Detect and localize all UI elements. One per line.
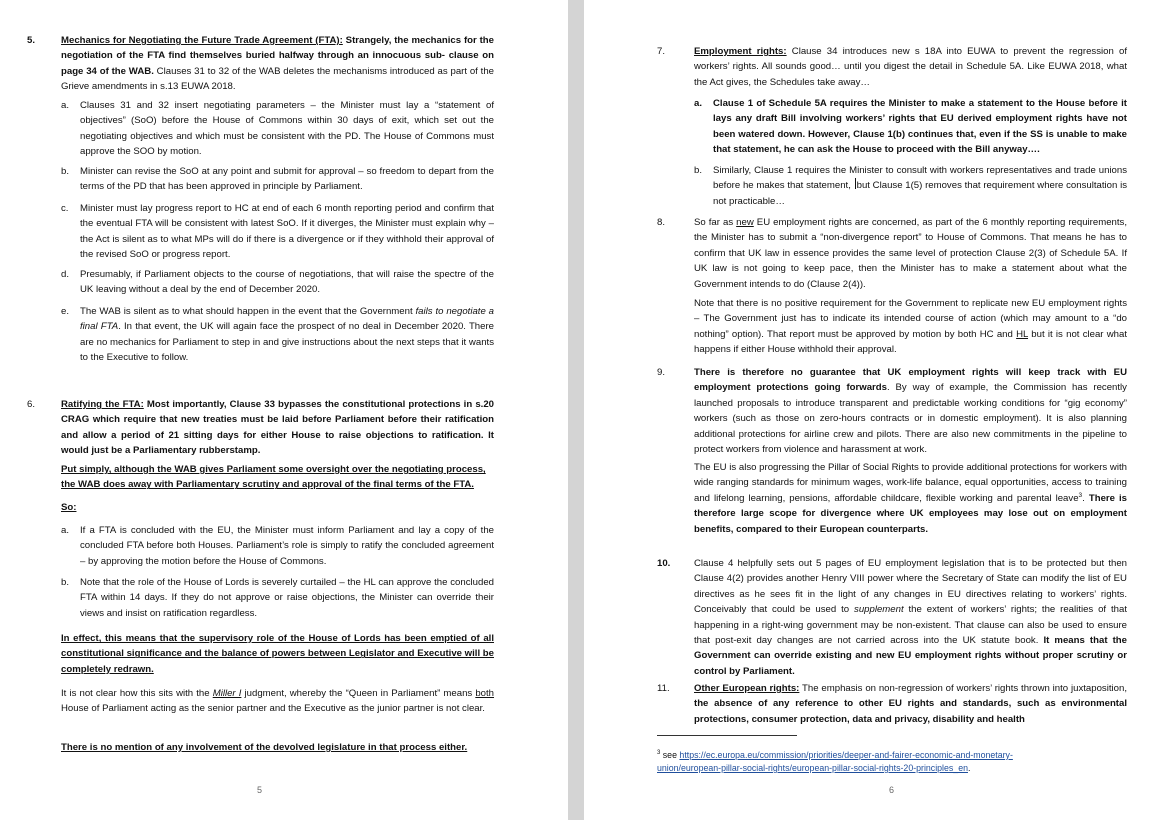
effect-statement: In effect, this means that the supervisory role of the House of Lords has been emptied of all constitutional significance and the balance of powers between Legislator and Executive will be completely redrawn.	[61, 633, 494, 675]
text-underlined: both	[475, 688, 495, 699]
text-cursor	[855, 178, 856, 189]
paragraph-number-11: 11.	[657, 683, 670, 694]
footnote-mark: 3	[657, 750, 661, 756]
heading-ratifying-fta: Ratifying the FTA:	[61, 399, 144, 410]
page-number-6: 6	[889, 785, 895, 795]
paragraph-8-note	[694, 296, 1127, 358]
paragraph-7	[694, 44, 1127, 90]
paragraph-10	[694, 556, 1127, 679]
list-text: If a FTA is concluded with the EU, the Minister must inform Parliament and lay a copy of the concluded FTA before both Houses. Parliament’s role is simply to ratify the concluded agreement – by approving the motion before the House of Commons.	[80, 525, 494, 567]
footnote-separator	[657, 735, 797, 736]
text: .	[1082, 492, 1089, 504]
page-gutter	[568, 0, 584, 820]
list-label: d.	[61, 269, 70, 280]
list-item-5c	[61, 201, 494, 263]
text: So far as	[694, 217, 737, 228]
text: but it is not clear what happens if either House withhold their approval.	[694, 328, 1128, 356]
paragraph-5-rest: Clauses 31 to 32 of the WAB deletes the mechanisms introduced as part of the Grieve amendments in s.13 EUWA 2018.	[61, 65, 494, 93]
heading-other-european-rights: Other European rights:	[694, 683, 800, 694]
page-number-5: 5	[257, 785, 263, 795]
footnote-ref-3[interactable]: 3	[1078, 491, 1083, 499]
text: .	[967, 762, 971, 773]
miller-paragraph	[61, 686, 494, 717]
list-text: Minister can revise the SoO at any point and submit for approval – so freedom to depart from the terms of the PD that has been approved in principle by Parliament.	[80, 166, 494, 193]
list-text: Clause 1 of Schedule 5A requires the Minister to make a statement to the House before it lays any draft Bill involving workers’ rights that EU derived employment rights have not been watered down. However, Clause 1(b) continues that, even if the SS is unable to make that statement, he can ask the House to proceed with the Bill anyway….	[713, 98, 1127, 156]
list-text: but Clause 1(5) removes that requirement where consultation is not practicable…	[713, 180, 1127, 207]
list-item-5e	[61, 304, 495, 366]
paragraph-number-6: 6.	[27, 399, 36, 410]
heading-employment-rights: Employment rights:	[694, 46, 787, 57]
list-label: e.	[61, 306, 70, 317]
text: the extent of workers’ rights; the realities of that happening in a right-wing government may be non-existent. That clause can also be used to ensure that post-exit day changes are not carried across into the UK statute book.	[694, 604, 1127, 647]
footnote-3	[657, 747, 1127, 775]
footnote-link[interactable]: https://ec.europa.eu/commission/priorities/deeper-and-fairer-economic-and-monetary-	[679, 749, 1013, 760]
paragraph-number-5: 5.	[27, 35, 36, 46]
miller-case-reference: Miller I	[212, 688, 242, 699]
list-item-7b	[694, 163, 1127, 209]
text: see	[660, 749, 680, 760]
text: EU employment rights are concerned, as part of the 6 monthly reporting requirements, the Minister has to submit a “non-divergence report” to House of Commons. That means he has to confirm that UK law in essence provides the same level of protection Clause 2(3) of Schedule 5A. If UK law is not going to keep pace, then the Minister has to make a statement about what the Government intends to do (Clause 2(4)).	[694, 217, 1127, 290]
paragraph-5-lead: Strangely, the mechanics for the negotiation of the FTA find themselves buried halfway through an innocuous sub- clause on page 34 of the WAB.	[61, 35, 494, 77]
text: Clause 34 introduces new s 18A into EUWA to prevent the regression of workers’ rights. All sounds good… until you digest the detail in Schedule 5A. Like EUWA 2018, what the Act gives, the Schedules take away…	[694, 46, 1127, 88]
list-text: Presumably, if Parliament objects to the course of negotiations, that will raise the spectre of the UK leaving without a deal by the end of December 2020.	[80, 269, 494, 296]
list-text: Minister must lay progress report to HC at end of each 6 month reporting period and confirm that the eventual FTA will be consistent with latest SoO. If it diverges, the Minister must explain why – the Act is silent as to what MPs will do if there is a divergence or if they withhold their approval of the revised SoO or progress report.	[80, 203, 494, 261]
paragraph-9-pillar	[694, 460, 1127, 537]
list-text: Clauses 31 and 32 insert negotiating parameters – the Minister must lay a “statement of objectives” (SoO) before the House of Commons within 30 days of exit, which set out the negotiating objectives and which must be consistent with the PD. The House of Commons must approve the SOO by motion.	[80, 100, 494, 158]
text: The emphasis on non-regression of workers’ rights thrown into juxtaposition,	[799, 683, 1127, 694]
list-item-6b	[61, 575, 494, 621]
list-label: a.	[61, 525, 70, 536]
paragraph-number-9: 9.	[657, 367, 666, 378]
list-label: a.	[694, 98, 703, 109]
list-label: c.	[61, 203, 69, 214]
text-bold: There is therefore no guarantee that UK employment rights will keep track with EU employment protections going forwards	[694, 367, 1127, 394]
devolved-statement: There is no mention of any involvement of the devolved legislature in that process either.	[61, 742, 468, 753]
footnote-link-continued[interactable]: union/european-pillar-social-rights/european-pillar-social-rights-20-principles_en	[657, 762, 968, 773]
paragraph-6-lead: Most importantly, Clause 33 bypasses the constitutional protections in s.20 CRAG which require that new treaties must be laid before Parliament before their ratification and allow a period of 21 sitting days for either House to raise objections to ratification. It would just be a Parliamentary rubberstamp.	[61, 399, 494, 457]
paragraph-6-intro	[61, 397, 494, 459]
list-label: b.	[694, 165, 703, 176]
list-item-5d	[61, 267, 494, 298]
text: The EU is also progressing the Pillar of Social Rights to provide additional protections for workers with wide ranging standards for minimum wages, work-life balance, equal opportunities, access to training and lifelong learning, pensions, affordable childcare, flexible working and parental leave	[694, 462, 1127, 504]
paragraph-8	[694, 215, 1127, 292]
list-text: The WAB is silent as to what should happen in the event that the Government	[80, 306, 416, 317]
document-page-6	[584, 0, 1166, 820]
list-item-7a	[694, 96, 1127, 158]
text: It is not clear how this sits with the	[61, 688, 213, 699]
list-text-italic: fails to negotiate a final FTA	[80, 306, 495, 333]
list-text: Note that the role of the House of Lords is severely curtailed – the HL can approve the concluded FTA within 14 days. If they do not approve or raise objections, the Minister can override their views and insist on ratification regardless.	[80, 577, 494, 619]
list-item-5b	[61, 164, 494, 195]
paragraph-9	[694, 365, 1127, 457]
put-simply-statement: Put simply, although the WAB gives Parliament some oversight over the negotiating process, the WAB does away with Parliamentary scrutiny and approval of the final terms of the FTA.	[61, 464, 486, 491]
text: House of Parliament acting as the senior partner and the Executive as the junior partner is not clear.	[61, 703, 485, 715]
text-underlined: new	[736, 217, 754, 228]
list-label: b.	[61, 166, 70, 177]
text-bold: It means that the Government can override existing and new EU employment rights without proper scrutiny or control by Parliament.	[694, 635, 1127, 677]
list-text: Similarly, Clause 1 requires the Minister to consult with workers representatives and trade unions before he makes that statement,	[713, 165, 1127, 192]
paragraph-number-10: 10.	[657, 558, 671, 569]
text: . By way of example, the Commission has recently launched proposals to introduce transparent and predictable working conditions for “gig economy” workers (such as those on zero-hours contracts or in domestic employment). It is also planning additional protections for airline crew and pilots. There are also new commitments in the pipeline to protect workers from violence and harassment at work.	[694, 382, 1127, 456]
list-item-5a	[61, 98, 494, 160]
list-item-6a	[61, 523, 494, 569]
text-bold: There is therefore large scope for divergence where UK employees may lose out on employment benefits, compared to their European counterparts.	[694, 492, 1127, 535]
paragraph-5-intro	[61, 33, 494, 95]
text: judgment, whereby the “Queen in Parliament” means	[241, 688, 476, 699]
text: Clause 4 helpfully sets out 5 pages of EU employment legislation that is to be protected but then Clause 4(2) provides another Henry VIII power where the Secretary of State can modify the list of EU directives as he sees fit in the light of any changes in EU directives relating to workers’ rights. Conceivably that could be used to	[694, 558, 1127, 616]
text-bold: the absence of any reference to other EU rights and standards, such as environmental protections, consumer protection, data and privacy, disability and health	[694, 698, 1127, 725]
paragraph-number-7: 7.	[657, 46, 666, 57]
heading-fta-mechanics: Mechanics for Negotiating the Future Trade Agreement (FTA):	[61, 35, 343, 46]
list-label: a.	[61, 100, 70, 111]
document-page-5	[0, 0, 568, 820]
text-underlined: HL	[1016, 328, 1029, 340]
text-italic: supplement	[854, 604, 904, 616]
paragraph-number-8: 8.	[657, 217, 666, 228]
list-label: b.	[61, 577, 70, 588]
so-label: So:	[61, 502, 77, 513]
text: Note that there is no positive requirement for the Government to replicate new EU employment rights – The Government just has to indicate its intended course of action (which may amount to a “do nothing” option). That report must be approved by motion by both HC and	[694, 298, 1127, 340]
paragraph-11	[694, 681, 1127, 727]
list-text: . In that event, the UK will again face the prospect of no deal in December 2020. There are no mechanics for Parliament to step in and give instructions about the next steps that it wants to the Executive to follow.	[80, 321, 495, 364]
